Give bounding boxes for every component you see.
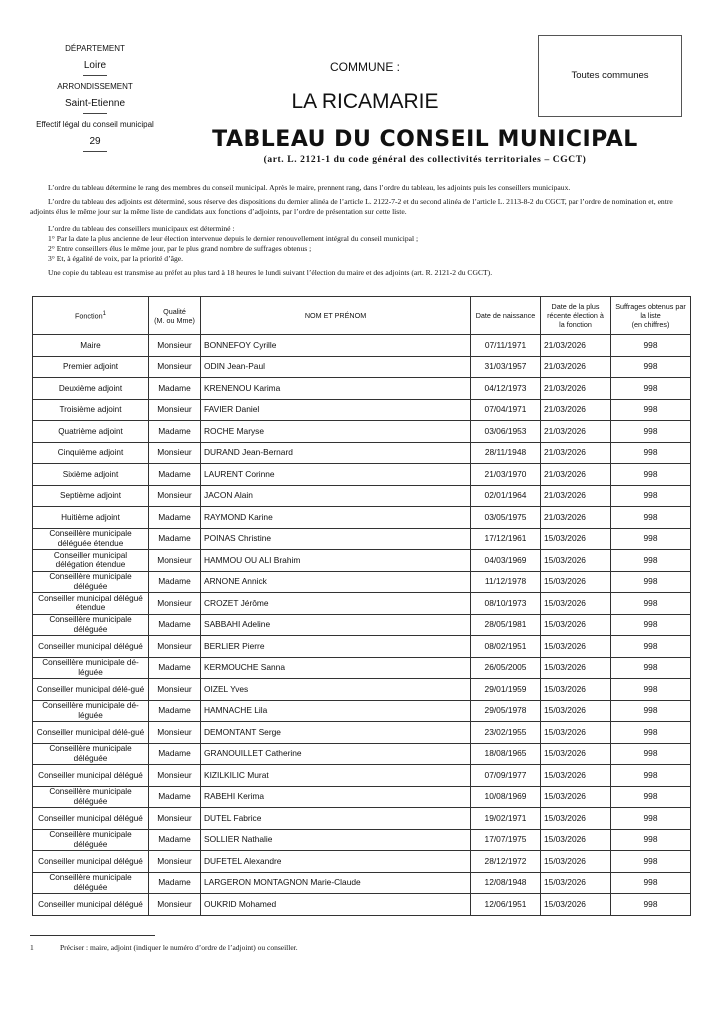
cell-nom: ROCHE Maryse	[201, 421, 471, 443]
table-row	[33, 743, 691, 765]
cell-naissance: 28/12/1972	[471, 851, 541, 873]
table-row	[33, 722, 691, 744]
paragraph-1: L’ordre du tableau détermine le rang des membres du conseil municipal. Après le maire, prennent rang, dans l’ordre du tableau, les adjoints puis les conseillers municipaux.	[48, 183, 571, 192]
table-row	[33, 507, 691, 529]
cell-election: 21/03/2026	[541, 485, 611, 507]
table-row	[33, 464, 691, 486]
cell-election: 15/03/2026	[541, 894, 611, 916]
cell-fonction: Conseiller municipal délégué	[33, 894, 149, 916]
cell-election: 21/03/2026	[541, 378, 611, 400]
cell-qualite: Monsieur	[149, 765, 201, 787]
cell-suffrages: 998	[611, 765, 691, 787]
footnote-marker: 1	[30, 943, 34, 952]
cell-election: 15/03/2026	[541, 829, 611, 851]
cell-qualite: Madame	[149, 507, 201, 529]
cell-naissance: 10/08/1969	[471, 786, 541, 808]
cell-nom: DUFETEL Alexandre	[201, 851, 471, 873]
cell-election: 21/03/2026	[541, 421, 611, 443]
table-row	[33, 335, 691, 357]
cell-nom: RAYMOND Karine	[201, 507, 471, 529]
cell-suffrages: 998	[611, 872, 691, 894]
departement-value: Loire	[83, 60, 107, 71]
commune-name: LA RICAMARIE	[291, 90, 439, 113]
divider	[83, 113, 107, 114]
cell-fonction: Conseillère municipale déléguée	[33, 829, 149, 851]
cell-nom: FAVIER Daniel	[201, 399, 471, 421]
cell-naissance: 03/05/1975	[471, 507, 541, 529]
cell-fonction: Conseiller municipal délégué	[33, 808, 149, 830]
cell-qualite: Monsieur	[149, 722, 201, 744]
cell-nom: BERLIER Pierre	[201, 636, 471, 658]
cell-fonction: Deuxième adjoint	[33, 378, 149, 400]
cell-suffrages: 998	[611, 485, 691, 507]
cell-fonction: Huitième adjoint	[33, 507, 149, 529]
cell-qualite: Monsieur	[149, 485, 201, 507]
cell-election: 15/03/2026	[541, 528, 611, 550]
cell-naissance: 08/02/1951	[471, 636, 541, 658]
cell-fonction: Conseillère municipale dé-léguée	[33, 657, 149, 679]
cell-fonction: Conseillère municipale dé-léguée	[33, 700, 149, 722]
cell-qualite: Madame	[149, 378, 201, 400]
paragraph-3-intro: L’ordre du tableau des conseillers municipaux est déterminé :	[48, 224, 235, 233]
table-row	[33, 593, 691, 615]
cell-suffrages: 998	[611, 722, 691, 744]
commune-label: COMMUNE :	[330, 60, 400, 74]
cell-election: 21/03/2026	[541, 464, 611, 486]
header-suffrages-label: Suffrages obtenus par la liste	[615, 302, 686, 320]
header-suffrages	[611, 297, 691, 335]
cell-suffrages: 998	[611, 421, 691, 443]
cell-fonction: Conseiller municipal délégation étendue	[33, 550, 149, 572]
cell-naissance: 03/06/1953	[471, 421, 541, 443]
cell-qualite: Madame	[149, 700, 201, 722]
table-row	[33, 679, 691, 701]
arrondissement-value: Saint-Etienne	[64, 98, 126, 109]
cell-suffrages: 998	[611, 593, 691, 615]
cell-suffrages: 998	[611, 743, 691, 765]
cell-fonction: Conseiller municipal délégué	[33, 765, 149, 787]
divider	[83, 151, 107, 152]
cell-nom: ODIN Jean-Paul	[201, 356, 471, 378]
cell-fonction: Conseillère municipale déléguée	[33, 872, 149, 894]
cell-naissance: 07/11/1971	[471, 335, 541, 357]
cell-suffrages: 998	[611, 550, 691, 572]
paragraph-2: L’ordre du tableau des adjoints est déterminé, sous réserve des dispositions du dernier alinéa de l’article L. 2122-7-2 et du second alinéa de l’article L. 2113-8-2 du CGCT, par l’ordre de nomination et, entre adjoints élus le même jour sur la même liste de candidats aux fonctions d’adjoints, par l’ordre de présentation sur cette liste.	[30, 197, 673, 216]
cell-fonction: Maire	[33, 335, 149, 357]
page-subtitle: (art. L. 2121-1 du code général des collectivités territoriales – CGCT)	[263, 155, 587, 165]
cell-suffrages: 998	[611, 829, 691, 851]
cell-naissance: 07/04/1971	[471, 399, 541, 421]
admin-info	[30, 44, 160, 152]
cell-naissance: 02/01/1964	[471, 485, 541, 507]
departement-label: DÉPARTEMENT	[65, 44, 125, 53]
table-row	[33, 528, 691, 550]
cell-suffrages: 998	[611, 808, 691, 830]
cell-election: 15/03/2026	[541, 808, 611, 830]
council-table	[32, 296, 691, 916]
cell-suffrages: 998	[611, 851, 691, 873]
cell-suffrages: 998	[611, 894, 691, 916]
table-row	[33, 614, 691, 636]
cell-nom: OIZEL Yves	[201, 679, 471, 701]
cell-election: 15/03/2026	[541, 614, 611, 636]
cell-qualite: Madame	[149, 743, 201, 765]
table-row	[33, 571, 691, 593]
cell-naissance: 28/11/1948	[471, 442, 541, 464]
cell-naissance: 19/02/1971	[471, 808, 541, 830]
cell-election: 15/03/2026	[541, 700, 611, 722]
cell-qualite: Madame	[149, 571, 201, 593]
cell-fonction: Cinquième adjoint	[33, 442, 149, 464]
effectif-label: Effectif légal du conseil municipal	[36, 120, 154, 129]
table-row	[33, 636, 691, 658]
page-title: TABLEAU DU CONSEIL MUNICIPAL	[212, 127, 638, 152]
cell-fonction: Conseillère municipale déléguée	[33, 571, 149, 593]
cell-naissance: 07/09/1977	[471, 765, 541, 787]
table-row	[33, 550, 691, 572]
cell-nom: BONNEFOY Cyrille	[201, 335, 471, 357]
divider	[83, 75, 107, 76]
cell-suffrages: 998	[611, 700, 691, 722]
cell-qualite: Monsieur	[149, 593, 201, 615]
cell-election: 15/03/2026	[541, 722, 611, 744]
paragraph-3-item-3: 3° Et, à égalité de voix, par la priorité d’âge.	[48, 254, 184, 263]
header-nom: NOM ET PRÉNOM	[201, 297, 471, 335]
cell-qualite: Madame	[149, 829, 201, 851]
cell-qualite: Monsieur	[149, 894, 201, 916]
table-row	[33, 786, 691, 808]
cell-election: 15/03/2026	[541, 593, 611, 615]
cell-naissance: 26/05/2005	[471, 657, 541, 679]
cell-election: 15/03/2026	[541, 657, 611, 679]
cell-election: 15/03/2026	[541, 743, 611, 765]
cell-election: 15/03/2026	[541, 851, 611, 873]
footnote-divider	[30, 935, 155, 936]
cell-nom: DEMONTANT Serge	[201, 722, 471, 744]
cell-election: 15/03/2026	[541, 872, 611, 894]
cell-naissance: 18/08/1965	[471, 743, 541, 765]
cell-naissance: 08/10/1973	[471, 593, 541, 615]
table-row	[33, 442, 691, 464]
table-row	[33, 851, 691, 873]
cell-fonction: Conseillère municipale déléguée	[33, 743, 149, 765]
cell-nom: JACON Alain	[201, 485, 471, 507]
cell-nom: KERMOUCHE Sanna	[201, 657, 471, 679]
cell-election: 21/03/2026	[541, 356, 611, 378]
cell-election: 15/03/2026	[541, 786, 611, 808]
cell-qualite: Madame	[149, 872, 201, 894]
cell-qualite: Monsieur	[149, 356, 201, 378]
cell-fonction: Conseillère municipale déléguée	[33, 614, 149, 636]
cell-qualite: Madame	[149, 786, 201, 808]
cell-nom: LAURENT Corinne	[201, 464, 471, 486]
commune-box-text: Toutes communes	[571, 70, 649, 81]
cell-suffrages: 998	[611, 442, 691, 464]
cell-nom: LARGERON MONTAGNON Marie-Claude	[201, 872, 471, 894]
cell-nom: GRANOUILLET Catherine	[201, 743, 471, 765]
cell-fonction: Conseiller municipal délégué	[33, 636, 149, 658]
header-qualite-label: Qualité	[163, 306, 186, 316]
cell-suffrages: 998	[611, 657, 691, 679]
cell-suffrages: 998	[611, 636, 691, 658]
table-row	[33, 485, 691, 507]
effectif-value: 29	[89, 136, 101, 147]
cell-nom: OUKRID Mohamed	[201, 894, 471, 916]
cell-fonction: Conseillère municipale déléguée étendue	[33, 528, 149, 550]
cell-suffrages: 998	[611, 378, 691, 400]
cell-nom: ARNONE Annick	[201, 571, 471, 593]
header-naissance: Date de naissance	[471, 297, 541, 335]
cell-qualite: Monsieur	[149, 851, 201, 873]
cell-nom: KIZILKILIC Murat	[201, 765, 471, 787]
cell-naissance: 11/12/1978	[471, 571, 541, 593]
table-row	[33, 421, 691, 443]
cell-naissance: 04/12/1973	[471, 378, 541, 400]
cell-naissance: 12/08/1948	[471, 872, 541, 894]
footnote-ref: 1	[102, 311, 106, 318]
table-row	[33, 872, 691, 894]
cell-fonction: Conseiller municipal délégué	[33, 851, 149, 873]
cell-nom: KRENENOU Karima	[201, 378, 471, 400]
cell-qualite: Monsieur	[149, 335, 201, 357]
table-row	[33, 700, 691, 722]
header-election: Date de la plus récente élection à la fonction	[541, 297, 611, 335]
cell-nom: HAMNACHE Lila	[201, 700, 471, 722]
cell-fonction: Conseiller municipal délé-gué	[33, 722, 149, 744]
cell-qualite: Monsieur	[149, 550, 201, 572]
arrondissement-label: ARRONDISSEMENT	[57, 82, 133, 91]
cell-election: 15/03/2026	[541, 550, 611, 572]
paragraph-3-item-2: 2° Entre conseillers élus le même jour, par le plus grand nombre de suffrages obtenus ;	[48, 244, 312, 253]
cell-naissance: 17/07/1975	[471, 829, 541, 851]
cell-election: 15/03/2026	[541, 679, 611, 701]
table-row	[33, 378, 691, 400]
cell-election: 21/03/2026	[541, 335, 611, 357]
cell-qualite: Madame	[149, 614, 201, 636]
cell-fonction: Conseillère municipale déléguée	[33, 786, 149, 808]
cell-suffrages: 998	[611, 614, 691, 636]
cell-nom: SABBAHI Adeline	[201, 614, 471, 636]
cell-suffrages: 998	[611, 528, 691, 550]
cell-fonction: Septième adjoint	[33, 485, 149, 507]
cell-qualite: Madame	[149, 528, 201, 550]
cell-qualite: Monsieur	[149, 399, 201, 421]
cell-naissance: 23/02/1955	[471, 722, 541, 744]
cell-naissance: 17/12/1961	[471, 528, 541, 550]
cell-election: 15/03/2026	[541, 571, 611, 593]
header-qualite	[149, 297, 201, 335]
cell-suffrages: 998	[611, 679, 691, 701]
cell-qualite: Monsieur	[149, 442, 201, 464]
cell-nom: RABEHI Kerima	[201, 786, 471, 808]
cell-fonction: Troisième adjoint	[33, 399, 149, 421]
table-row	[33, 894, 691, 916]
cell-qualite: Monsieur	[149, 636, 201, 658]
cell-election: 21/03/2026	[541, 507, 611, 529]
cell-suffrages: 998	[611, 507, 691, 529]
cell-nom: POINAS Christine	[201, 528, 471, 550]
table-row	[33, 829, 691, 851]
cell-suffrages: 998	[611, 464, 691, 486]
cell-suffrages: 998	[611, 335, 691, 357]
cell-election: 15/03/2026	[541, 636, 611, 658]
cell-fonction: Conseiller municipal délé-gué	[33, 679, 149, 701]
header-fonction-label: Fonction	[75, 311, 103, 321]
footnote-text: Préciser : maire, adjoint (indiquer le numéro d’ordre de l’adjoint) ou conseiller.	[60, 943, 298, 952]
table-row	[33, 765, 691, 787]
paragraph-3	[48, 224, 698, 264]
commune-box	[538, 35, 682, 117]
cell-qualite: Madame	[149, 421, 201, 443]
cell-naissance: 29/01/1959	[471, 679, 541, 701]
cell-naissance: 12/06/1951	[471, 894, 541, 916]
cell-naissance: 28/05/1981	[471, 614, 541, 636]
cell-fonction: Sixième adjoint	[33, 464, 149, 486]
table-row	[33, 356, 691, 378]
table-row	[33, 808, 691, 830]
cell-election: 15/03/2026	[541, 765, 611, 787]
cell-nom: HAMMOU OU ALI Brahim	[201, 550, 471, 572]
cell-fonction: Conseiller municipal délégué étendue	[33, 593, 149, 615]
table-row	[33, 657, 691, 679]
cell-qualite: Monsieur	[149, 808, 201, 830]
cell-naissance: 04/03/1969	[471, 550, 541, 572]
cell-suffrages: 998	[611, 786, 691, 808]
table-row	[33, 399, 691, 421]
cell-naissance: 31/03/1957	[471, 356, 541, 378]
paragraph-4: Une copie du tableau est transmise au préfet au plus tard à 18 heures le lundi suivant l’élection du maire et des adjoints (art. R. 2121-2 du CGCT).	[48, 268, 493, 277]
cell-election: 21/03/2026	[541, 442, 611, 464]
cell-fonction: Quatrième adjoint	[33, 421, 149, 443]
cell-nom: DURAND Jean-Bernard	[201, 442, 471, 464]
header-qualite-sub: (M. ou Mme)	[154, 315, 195, 325]
paragraph-3-item-1: 1° Par la date la plus ancienne de leur élection intervenue depuis le dernier renouvellement intégral du conseil municipal ;	[48, 234, 419, 243]
cell-suffrages: 998	[611, 571, 691, 593]
cell-qualite: Madame	[149, 657, 201, 679]
cell-naissance: 21/03/1970	[471, 464, 541, 486]
cell-qualite: Monsieur	[149, 679, 201, 701]
header-fonction	[33, 297, 149, 335]
cell-election: 21/03/2026	[541, 399, 611, 421]
cell-qualite: Madame	[149, 464, 201, 486]
cell-nom: DUTEL Fabrice	[201, 808, 471, 830]
cell-nom: SOLLIER Nathalie	[201, 829, 471, 851]
cell-suffrages: 998	[611, 356, 691, 378]
table-header-row	[33, 297, 691, 335]
cell-nom: CROZET Jérôme	[201, 593, 471, 615]
cell-naissance: 29/05/1978	[471, 700, 541, 722]
cell-suffrages: 998	[611, 399, 691, 421]
table-body	[33, 335, 691, 916]
header-suffrages-sub: (en chiffres)	[631, 320, 670, 329]
cell-fonction: Premier adjoint	[33, 356, 149, 378]
